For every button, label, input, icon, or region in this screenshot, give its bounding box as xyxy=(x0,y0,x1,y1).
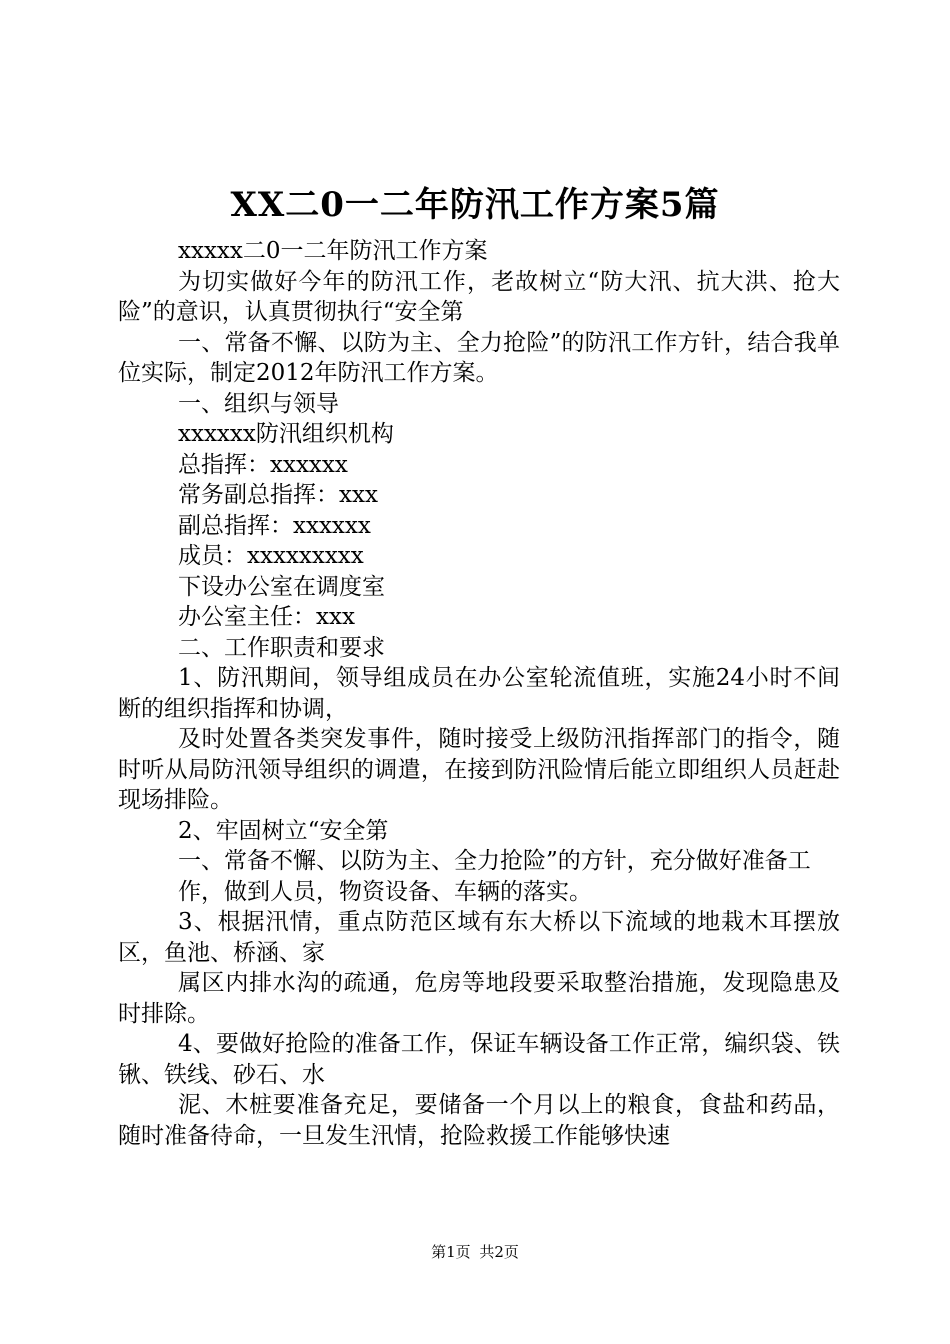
paragraph: 一、常备不懈、以防为主、全力抢险”的方针，充分做好准备工 xyxy=(178,848,811,874)
paragraph: 作，做到人员，物资设备、车辆的落实。 xyxy=(178,878,592,905)
paragraph: 常务副总指挥：xxx xyxy=(178,482,378,508)
document-title: XX二0一二年防汛工作方案5篇 xyxy=(230,185,720,225)
paragraph: 及时处置各类突发事件，随时接受上级防汛指挥部门的指令，随时听从局防汛领导组织的调遣，在接到防汛险情后能立即组织人员赶赴现场排险。 xyxy=(118,726,840,813)
paragraph: 4、要做好抢险的准备工作，保证车辆设备工作正常，编织袋、铁锹、铁线、砂石、水 xyxy=(118,1031,840,1088)
paragraph: 为切实做好今年的防汛工作，老故树立“防大汛、抗大洪、抢大险”的意识，认真贯彻执行“安全第 xyxy=(118,268,840,325)
paragraph: xxxxx二0一二年防汛工作方案 xyxy=(178,238,488,264)
paragraph: 3、根据汛情，重点防范区域有东大桥以下流域的地栽木耳摆放区，鱼池、桥涵、家 xyxy=(118,909,840,966)
paragraph: 泥、木桩要准备充足，要储备一个月以上的粮食，食盐和药品，随时准备待命，一旦发生汛情，抢险救援工作能够快速 xyxy=(118,1092,840,1149)
paragraph: xxxxxx防汛组织机构 xyxy=(178,421,394,447)
paragraph: 2、牢固树立“安全第 xyxy=(178,817,389,844)
paragraph: 一、常备不懈、以防为主、全力抢险”的防汛工作方针，结合我单位实际，制定2012年防汛工作方案。 xyxy=(118,329,840,386)
section-heading: 二、工作职责和要求 xyxy=(178,634,385,661)
section-heading: 一、组织与领导 xyxy=(178,390,339,417)
paragraph: 成员：xxxxxxxxx xyxy=(178,543,364,569)
page-footer xyxy=(0,1242,950,1262)
page-total: 共2页 xyxy=(479,1243,519,1261)
paragraph: 副总指挥：xxxxxx xyxy=(178,512,371,539)
paragraph: 办公室主任：xxx xyxy=(178,604,355,630)
paragraph: 下设办公室在调度室 xyxy=(178,573,385,600)
paragraph: 1、防汛期间，领导组成员在办公室轮流值班，实施24小时不间断的组织指挥和协调， xyxy=(118,665,840,722)
paragraph: 总指挥：xxxxxx xyxy=(178,451,348,478)
page-number: 第1页 xyxy=(431,1243,471,1261)
paragraph: 属区内排水沟的疏通，危房等地段要采取整治措施，发现隐患及时排除。 xyxy=(118,970,840,1027)
document-body xyxy=(118,236,840,1151)
